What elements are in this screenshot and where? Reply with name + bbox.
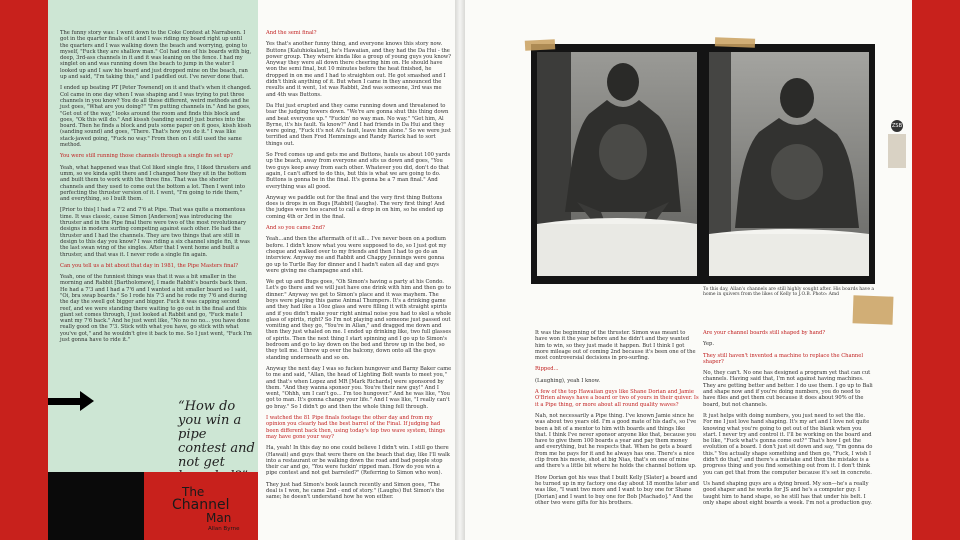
answer-paragraph: Ha, yeah! In this day no one could believe I didn't win. I still go there (Hawaii) and guys that were there on the beach that day, like I'll walk into a restaurant or be walking down the road and bad people stop their car and go, "You were fuckin' ripped man. How do you win a pipe contest and not get barreled?" (Referring to Simon who won). — [266, 445, 450, 477]
article-title — [172, 486, 231, 524]
answer-paragraph: How Dorian got his was that I built Kelly [Slater] a board and he turned up in my factory one day about 18 months later and was like, "I want two more and I want to buy one for Shane [Dorian] and I want to buy one for Bob [Machado]." And the other two were gifts for his brothers. — [535, 474, 699, 506]
arrow-right-icon — [80, 391, 94, 411]
answer-paragraph: Yes that's another funny thing, and everyone knows this story now. Buttons [Kaluhiokalani], he's Hawaiian, and they had the Da Hui - the power group. They where kinda like a group of young guys you know? Anyway they were all down there cheering him on. He should have won the semi final, but 10 minutes before the heat finished, he dropped in on me and I had to straighten out. He got smashed and I didn't think anything of it. But when I came in they announced the results and it went, 1st was Rabbit, 2nd was someone, 3rd was me and 4th was Buttons. — [266, 41, 452, 98]
question-paragraph: And so you came 2nd? — [266, 225, 325, 232]
badge-tab — [888, 134, 906, 168]
answer-paragraph: Yep. — [703, 341, 715, 348]
question-paragraph: And the semi final? — [266, 30, 317, 36]
left-red-band — [0, 0, 48, 540]
tape-strip — [715, 37, 755, 47]
answer-paragraph: Yeah, what happened was that Col liked single fins, I liked thrusters and umm, so we kinda split there and I changed how they sit in the bottom and built them to work with the three fins. That was the shorter channels and they used to come out the bottom a lot. Then I went into perfecting the thruster version of it. I went, "I'm going to ride them," and everything, so I built them. — [60, 164, 251, 203]
pull-quote: “How do you win a pipe contest and not get — [178, 399, 255, 470]
title-line-2: Channel — [172, 497, 230, 513]
photo-shaper-left — [537, 52, 697, 276]
question-paragraph: I watched the 81 Pipe finals footage the other day and from my opinion you clearly had the best barrel of the Final. If judging had been different back then, using today's top two wave system, things may have gone your way? — [266, 415, 446, 440]
magazine-badge: ZSB — [891, 120, 903, 132]
answer-paragraph: Us hand shaping guys are a dying breed. My son—he's a really good shaper and he works for JS and he's a computer guy. I taught him to hand shape, so he still has that under his belt. I only shape about eight boards a week. I'm not a production guy. — [703, 480, 872, 506]
tape-strip — [853, 295, 894, 324]
photo-strip — [531, 44, 875, 284]
page-gutter — [455, 0, 465, 540]
right-red-band — [912, 0, 960, 540]
photo-caption: To this day, Allan's channels are still highly sought after. His boards have a home in quivers from the likes of Kelly to J.O.B. Photo: Amd — [703, 287, 875, 297]
title-line-3: Man — [206, 511, 232, 525]
answer-paragraph: I ended up beating PT [Peter Townend] on it and that's when it changed. Col came in one day when I was shaping and I was trying to put three channels in you know? You do all these different, weird methods and he just goes, "What are you doing?" "I'm putting channels in." And he goes, "Get out of the way," looks around the room and finds this block and goes, "Ok this will do." And kisssh (sanding sound) just buries into the board. Then he finds a block and puts some paper on it goes, kissh kissh (sanding sound) and goes, "There. That's how you do it." I was like stack-jawed going, "Fuck no way." From then on I still used the same method. — [60, 85, 252, 149]
answer-paragraph: It just helps with doing numbers, you just need to set the file. For me I just love hand shaping. It's my art and I love not quite knowing what you're going to get out of the blank when you start. I never try and control it. I'll be working on the board and be like, "Fuck what's gonna come out?" That's how I get the evolution of a board. I don't just sit down and say, "I'm gonna do this." You actually shape something and then go, "Fuck, I wish I didn't do that," and there's a mistake and then the mistake is a progress thing and you find something out from it. I don't think you can get that from the computer because it's set in concrete. — [703, 412, 873, 476]
left-column-1 — [60, 30, 252, 348]
answer-paragraph: The funny story was: I went down to the Coke Contest at Narrabeen. I got in the quarter finals of it and I was riding my board right up until the quarters and I was walking down the beach and worrying, going to myself, "Fuck they are shallow man." Col had one of his boards with big, deep, 3rd-ass channels in it and it was leaning on the fence. I had my singlet on and was running down the beach to jump in the water I looked up and I saw his board and just dropped mine on the beach, ran up and said, "I'm taking this," and I paddled out. I've never done that. — [60, 30, 252, 81]
question-paragraph: You were still running those channels through a single fin set up? — [60, 153, 233, 160]
question-paragraph: Ripped... — [535, 366, 559, 373]
author-name: Allan Byrne — [208, 526, 240, 532]
arrow-bar — [48, 398, 84, 405]
tape-strip — [525, 39, 555, 51]
answer-paragraph: Anyway we paddle out for the final and the very first thing Buttons does is drops in on Bugs [Rabbit] (laughs). The very first thing! And the judges were too scared to call a drop in on him, so he ended up coming 4th or 3rd in the final. — [266, 194, 445, 220]
answer-paragraph: It was the beginning of the thruster. Simon was meant to have won it the year before and he didn't and they wanted him to win, so they just made it happen. But I think I got more mileage out of coming 2nd because it's been one of the most controversial decisions in pro-surfing. — [535, 330, 696, 362]
question-paragraph: Are your channel boards still shaped by hand? — [703, 330, 826, 336]
right-column-2 — [703, 330, 873, 511]
question-paragraph: They still haven't invented a machine to replace the Channel shaper? — [703, 352, 864, 365]
answer-paragraph: Da Hui just erupted and they came running down and threatened to tear the judging towers down. "We're are gonna shut this thing down and beat everyone up." "Fuckin' no way man. No way." "Get him, Al Byrne, it's his fault. Ya know?" And I had friends in Da Hui and they were going, "Fuck it's not Al's fault, leave him alone." So we were just terrified and then Fred Hemmings and Randy Rarick had to sort things out. — [266, 102, 451, 147]
answer-paragraph: (Laughing), yeah I know. — [535, 377, 601, 384]
answer-paragraph: [Prior to this] I had a 7'2 and 7'6 at Pipe. That was quite a momentous time. It was classic, cause Simon [Anderson] was introducing the thruster and in the Pipe final there were two of the most revolutionary designs in modern surfing competing against each other. He had the thruster and I had the channels. They are two things that are still in design to this day you know? I was riding a six channel single fin, it was the last swan wing of the singles. After that I went home and built a thruster, and that was it. I never rode a single fin again. — [60, 207, 250, 258]
title-line-1: The — [182, 485, 205, 499]
left-page — [48, 0, 455, 540]
left-column-2 — [266, 30, 452, 506]
answer-paragraph: Yeah...and then the aftermath of it all... I've never been on a podium before. I didn't know what you were supposed to do, so I just got my cheque and walked over to my friends and then I had to go do an interview. Anyway me and Rabbit and Chappy Jennings were gonna go up to Turtle Bay for dinner and I hadn't eaten all day and guys were giving me champagne and shit. — [266, 236, 447, 274]
right-page — [465, 0, 912, 540]
photo-shaper-right — [709, 52, 869, 276]
answer-paragraph: Nah, not necessarily a Pipe thing. I've known Jamie since he was about two years old. I'm a good mate of his dad's, so I've been a bit of a mentor to him with boards and things like that. I think I've never sponsor anyone like that, because you have to give them 100 boards a year and pay them money and everything, but he respects that. When he gets a board from me he pays for it and he always has one. There's a nice clip from his movie, shot at big Nias, that's on one of mine and there's a little bit where he holds the channel bottom up. — [535, 412, 697, 470]
answer-paragraph: We get up and Bugs goes, "Oh Simon's having a party at his Condo. Let's go there and we will just have one drink with him and then go to dinner." Anyway we get to Simon's place and it was mayhem. The boys were playing this game Animal Thumpers. It's a drinking game and they had like a 10oz glass and were filling it with straight spirits and if you didn't make your right animal noise you had to skol a whole glass of spirits, right? So I'm not playing and someone just passed out vomiting and they go, "You're in Allan," and dragged me down and then they just whaled on me. I ended up drinking like, two full glasses of spirits. Then the next thing I start spinning and I go up to Simon's bedroom and go to lay down on the bed and throw up in the bed, so they tell me. I threw up over the balcony, down onto all the guys standing underneath and so on. — [266, 279, 452, 361]
answer-paragraph: They just had Simon's book launch recently and Simon goes, "The deal is I won, he came 2nd - end of story." (Laughs) But Simon's the same; he doesn't understand how he won either. — [266, 481, 445, 501]
question-paragraph: Can you tell us a bit about that day in 1981, the Pipe Masters final? — [60, 262, 239, 269]
answer-paragraph: Yeah, one of the funniest things was that it was a bit smaller in the morning and Rabbit [Bartholomew], I made Rabbit's boards back then. He had a 7'3 and I had a 7'6 and I wanted a bit smaller board so I said, "Oi, bra swap boards." So I rode his 7'3 and he rode my 7'6 and during the day the swell got bigger and bigger. Fuck it was capping second reef, and we were standing there waiting to go out in the final and this giant set comes through, I just looked at Rabbit and go, "Fuck mate I want my 7'6 back." And he just went like, "No no no no... you have done really good on the 7'3. Stick with what you have, go stick with what you've got," and he wouldn't give it back to me. So I just went, "Fuck I'm just gonna have to ride it." — [60, 274, 252, 344]
black-block — [48, 472, 144, 540]
answer-paragraph: No, they can't. No one has designed a program yet that can cut channels. Having said that, I'm not against having machines. They are getting better and better. I do use them. I go up to Bali and shape now and if you're doing numbers, you do need to have files and get them cut because it does about 90% of the board, but not channels. — [703, 370, 873, 408]
answer-paragraph: Anyway the next day I was so fucken hungover and Barny Baker came to me and said, "Allan, the head of Lighting Bolt wants to meet you," and that's when Lopez and MR [Mark Richards] were sponsored by them. "And they wanna sponsor you. You're their new guy!" And I went, "Ohhh, um I can't go... I'm too hungover." And he was like, "You got to man. It's gonna change your life." And I was like, "I really can't go bray." So I didn't go and then the whole thing fell through. — [266, 365, 452, 410]
right-column-1 — [535, 330, 699, 511]
question-paragraph: A few of the top Hawaiian guys like Shane Dorian and Jamie O'Brien always have a board or two of yours in their quiver. Is it a Pipe thing, or more about all round quality waves? — [535, 389, 699, 408]
answer-paragraph: So Fred comes up and gets me and Buttons, hauls us about 100 yards up the beach, away from everyone and sits us down and goes, "You two guys keep away from each other. Whatever you did, don't do that again, I can't afford to do this, but this is what we are going to do. Buttons is gonna be in the final. It's gonna be a 7 man final." And everything was all good. — [266, 152, 451, 190]
